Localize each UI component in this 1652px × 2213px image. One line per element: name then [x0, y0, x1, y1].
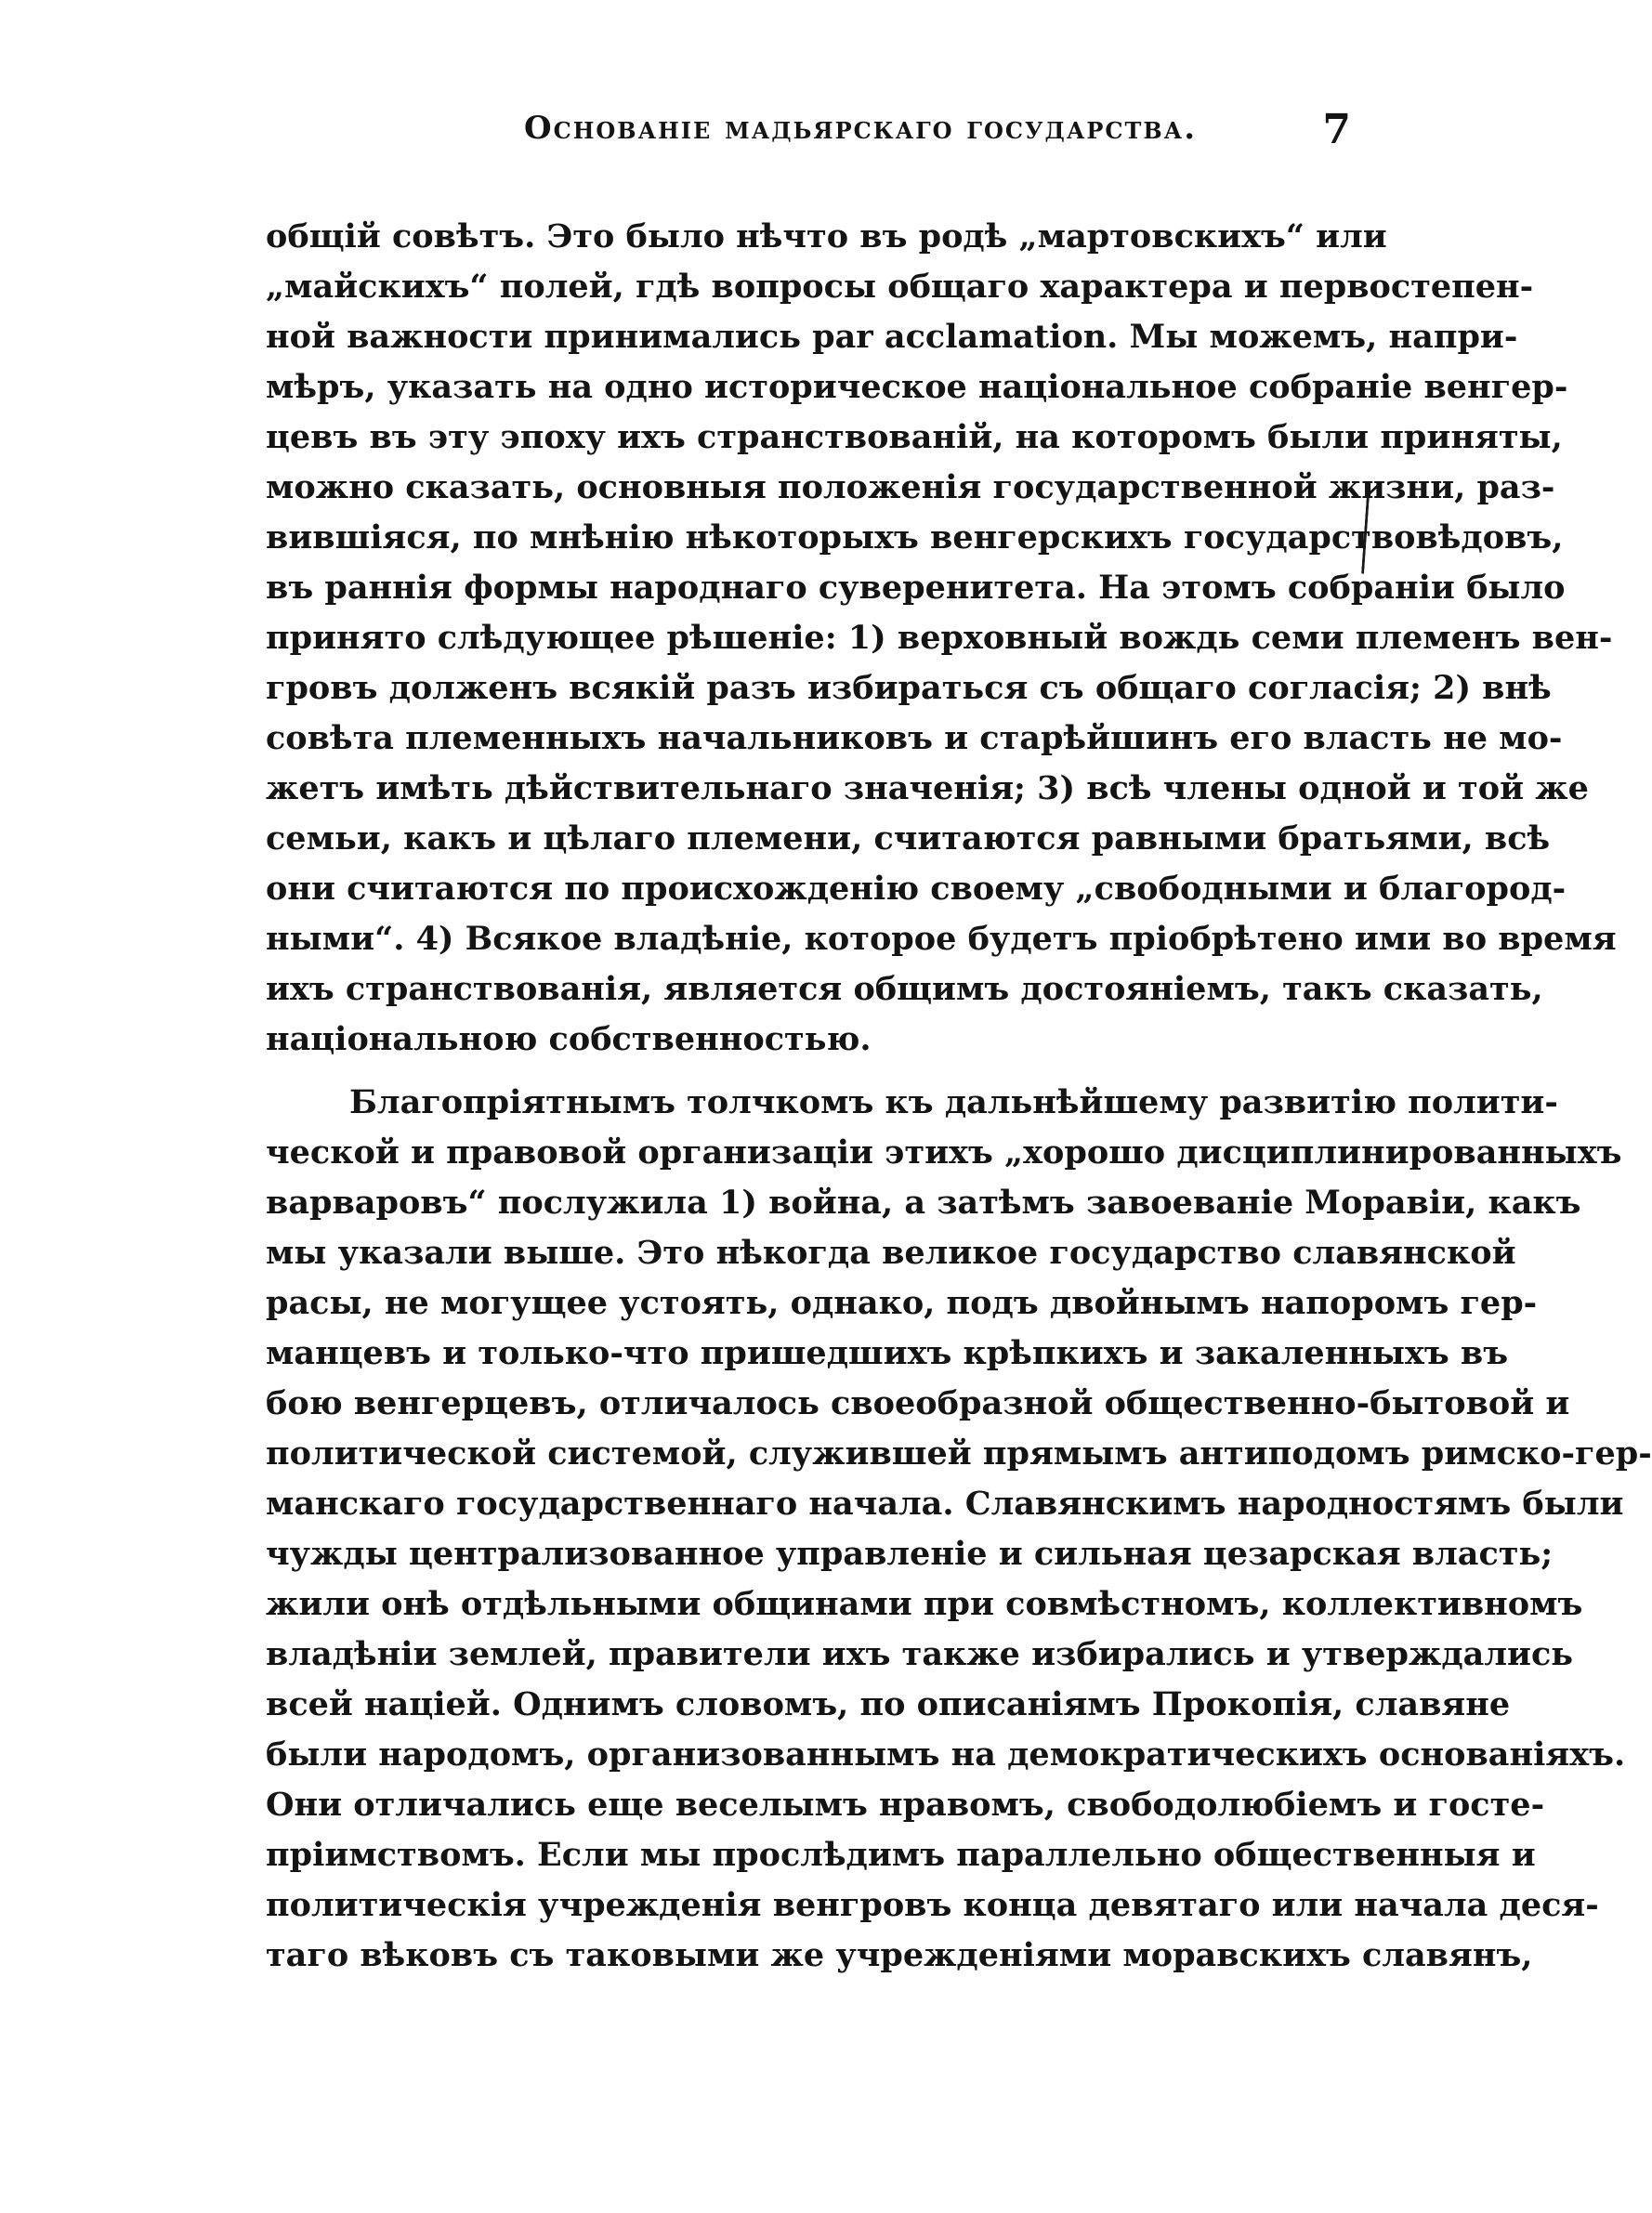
- text-line: манскаго государственнаго начала. Славянскимъ народностямъ были: [266, 1485, 1624, 1523]
- text-line: можно сказать, основныя положенія государственной жизни, раз-: [266, 468, 1555, 506]
- text-line: политическія учрежденія венгровъ конца девятаго или начала деся-: [266, 1886, 1599, 1924]
- text-line: цевъ въ эту эпоху ихъ странствованій, на которомъ были приняты,: [266, 418, 1563, 456]
- text-line: въ раннія формы народнаго суверенитета. На этомъ собраніи было: [266, 569, 1566, 607]
- text-line: бою венгерцевъ, отличалось своеобразной общественно-бытовой и: [266, 1384, 1570, 1422]
- text-line: варваровъ“ послужила 1) война, а затѣмъ завоеваніе Моравіи, какъ: [266, 1184, 1581, 1222]
- text-line: Они отличались еще веселымъ нравомъ, свободолюбіемъ и госте-: [266, 1786, 1545, 1824]
- text-line: мы указали выше. Это нѣкогда великое государство славянской: [266, 1234, 1516, 1272]
- text-line: Благопріятнымъ толчкомъ къ дальнѣйшему развитію полити-: [349, 1083, 1558, 1121]
- text-line: таго вѣковъ съ таковыми же учрежденіями моравскихъ славянъ,: [266, 1936, 1533, 1974]
- text-line: расы, не могущее устоять, однако, подъ двойнымъ напоромъ гер-: [266, 1284, 1538, 1322]
- paragraph-1: [266, 212, 1617, 1065]
- text-line: они считаются по происхожденію своему „свободными и благород-: [266, 870, 1567, 908]
- text-line: „майскихъ“ полей, гдѣ вопросы общаго характера и первостепен-: [266, 268, 1534, 306]
- text-line: владѣніи землей, правители ихъ также избирались и утверждались: [266, 1635, 1574, 1673]
- text-line: жили онѣ отдѣльными общинами при совмѣстномъ, коллективномъ: [266, 1585, 1583, 1623]
- text-line: національною собственностью.: [266, 1020, 872, 1058]
- text-line: ными“. 4) Всякое владѣніе, которое будетъ пріобрѣтено ими во время: [266, 920, 1617, 958]
- text-line: общій совѣтъ. Это было нѣчто въ родѣ „мартовскихъ“ или: [266, 217, 1387, 255]
- text-line: всей націей. Однимъ словомъ, по описаніямъ Прокопія, славяне: [266, 1685, 1511, 1723]
- text-line: чужды централизованное управленіе и сильная цезарская власть;: [266, 1535, 1554, 1573]
- text-line: жетъ имѣть дѣйствительнаго значенія; 3) всѣ члены одной и той же: [266, 769, 1589, 807]
- text-line: были народомъ, организованнымъ на демократическихъ основаніяхъ.: [266, 1735, 1626, 1774]
- text-line: ихъ странствованія, является общимъ достояніемъ, такъ сказать,: [266, 970, 1543, 1008]
- text-line: совѣта племенныхъ начальниковъ и старѣйшинъ его власть не мо-: [266, 719, 1563, 757]
- text-line: ческой и правовой организаціи этихъ „хорошо дисциплинированныхъ: [266, 1133, 1622, 1172]
- paragraph-2: [266, 1078, 1652, 1981]
- page-number: 7: [1322, 106, 1351, 153]
- text-line: принято слѣдующее рѣшеніе: 1) верховный вождь семи племенъ вен-: [266, 619, 1613, 657]
- text-line: ной важности принимались par acclamation. Мы можемъ, напри-: [266, 318, 1518, 356]
- text-line: политической системой, служившей прямымъ антиподомъ римско-гер-: [266, 1434, 1652, 1473]
- text-line: пріимствомъ. Если мы прослѣдимъ параллельно общественныя и: [266, 1836, 1536, 1874]
- text-line: гровъ долженъ всякій разъ избираться съ общаго согласія; 2) внѣ: [266, 669, 1552, 707]
- text-line: семьи, какъ и цѣлаго племени, считаются равными братьями, всѣ: [266, 819, 1551, 858]
- running-title: Основаніе мадьярскаго государства.: [524, 110, 1198, 147]
- text-line: манцевъ и только-что пришедшихъ крѣпкихъ и закаленныхъ въ: [266, 1334, 1509, 1372]
- text-line: мѣръ, указать на одно историческое національное собраніе венгер-: [266, 368, 1568, 406]
- text-line: вившіяся, по мнѣнію нѣкоторыхъ венгерскихъ государствовѣдовъ,: [266, 518, 1564, 557]
- body-text: [266, 212, 1652, 1981]
- page-header: [266, 106, 1351, 165]
